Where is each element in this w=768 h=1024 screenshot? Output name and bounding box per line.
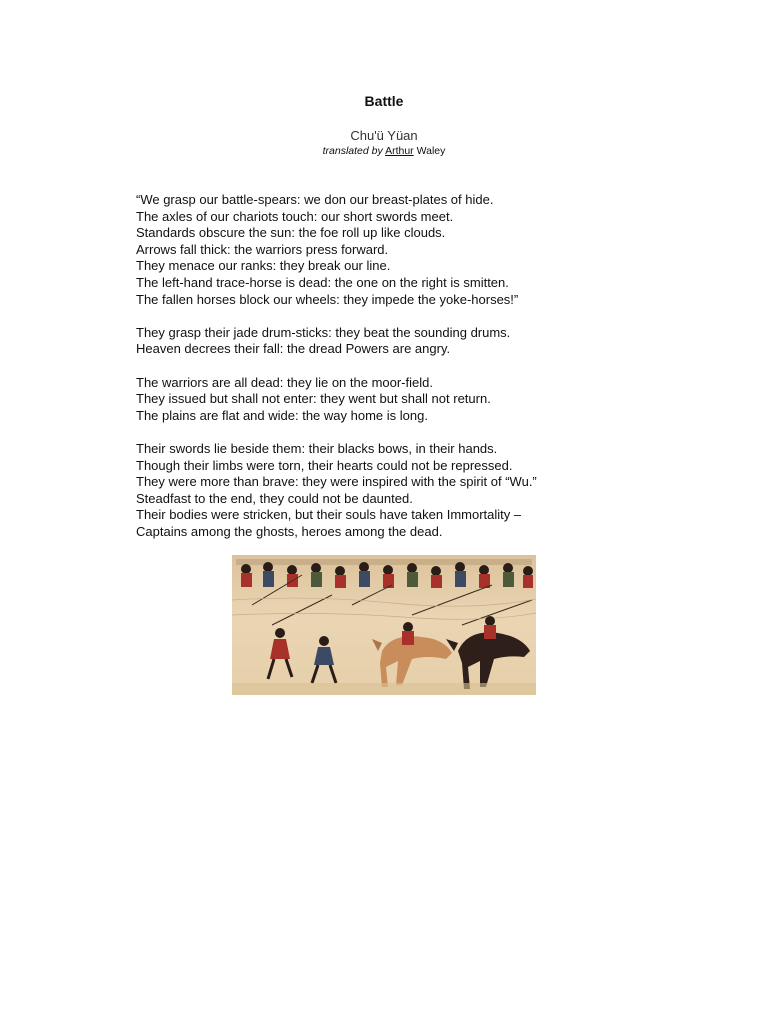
poem-line: The fallen horses block our wheels: they impede the yoke-horses!” [136,291,519,307]
poem-line: Though their limbs were torn, their hearts could not be repressed. [136,457,513,473]
poem-line: Their bodies were stricken, but their souls have taken Immortality – [136,507,522,523]
poem-author: Chu'ü Yüan [350,128,418,143]
translator-first-name[interactable]: Arthur [385,145,414,157]
poem-body [136,192,696,557]
poem-line: Steadfast to the end, they could not be daunted. [136,490,413,506]
stanza [136,441,696,541]
battle-scroll-painting [232,555,536,695]
poem-line: Their swords lie beside them: their blacks bows, in their hands. [136,440,498,456]
poem-line: “We grasp our battle-spears: we don our breast-plates of hide. [136,192,494,207]
poem-line: The left-hand trace-horse is dead: the one on the right is smitten. [136,274,509,290]
poem-line: They issued but shall not enter: they went but shall not return. [136,391,491,407]
poem-line: Arrows fall thick: the warriors press forward. [136,241,389,257]
poem-line: Captains among the ghosts, heroes among the dead. [136,523,443,539]
translator-last-name: Waley [416,145,446,157]
stanza [136,375,696,425]
poem-line: They grasp their jade drum-sticks: they beat the sounding drums. [136,324,511,340]
poem-line: They were more than brave: they were inspired with the spirit of “Wu.” [136,474,537,490]
stanza [136,192,696,308]
poem-line: Heaven decrees their fall: the dread Powers are angry. [136,341,451,357]
poem-title: Battle [364,93,404,109]
painting-illustration [232,555,536,695]
translator-credit [0,145,768,157]
poem-line: They menace our ranks: they break our line. [136,258,391,274]
translator-prefix: translated by [322,145,383,157]
poem-line: Standards obscure the sun: the foe roll up like clouds. [136,225,446,241]
stanza [136,325,696,358]
poem-line: The plains are flat and wide: the way home is long. [136,407,428,423]
poem-line: The axles of our chariots touch: our short swords meet. [136,208,454,224]
poem-line: The warriors are all dead: they lie on the moor-field. [136,374,433,390]
